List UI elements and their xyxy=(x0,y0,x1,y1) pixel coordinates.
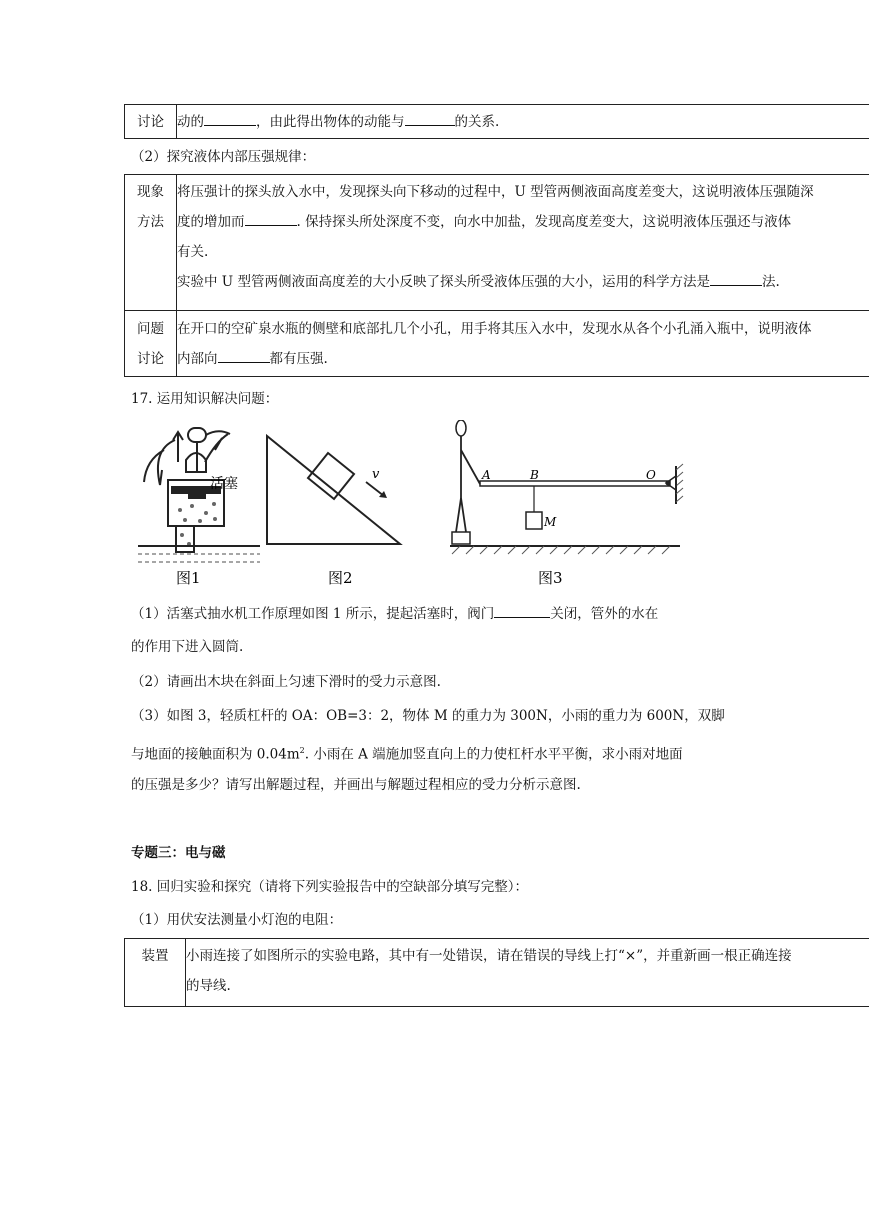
table2-row1-label: 现象 方法 xyxy=(125,175,177,311)
part2-heading: （2）探究液体内部压强规律： xyxy=(131,149,316,165)
report-table-3 xyxy=(124,938,869,1007)
q17-part3: （3）如图 3，轻质杠杆的 OA：OB=3：2，物体 M 的重力为 300N，小雨的重力为 600N，双脚 xyxy=(131,708,725,724)
table2-row2-text: 在开口的空矿泉水瓶的侧壁和底部扎几个小孔，用手将其压入水中，发现水从各个小孔涌入瓶中，说明液体 内部向 都有压强. xyxy=(177,311,869,377)
report-table-1 xyxy=(124,104,869,139)
fig3-label-a: A xyxy=(482,468,491,482)
figures-q17 xyxy=(130,420,690,590)
fill-blank xyxy=(405,111,455,126)
q17-title: 17. 运用知识解决问题： xyxy=(131,391,279,407)
q17-part3-cont: 与地面的接触面积为 $0.04m^2$. 小雨在 A 端施加竖直向上的力使杠杆水平平衡，求小雨对地面 xyxy=(131,746,683,763)
fig1-piston-label: 活塞 xyxy=(210,476,238,492)
table1-text: 动的 ，由此得出物体的动能与 的关系. xyxy=(177,105,869,139)
table3-text: 小雨连接了如图所示的实验电路，其中有一处错误，请在错误的导线上打“×”，并重新画一根正确连接 的导线. xyxy=(186,939,869,1007)
q17-part3-cont2: 的压强是多少？请写出解题过程，并画出与解题过程相应的受力分析示意图. xyxy=(131,777,581,793)
mass-m xyxy=(526,512,542,529)
table3-label: 装置 xyxy=(125,939,186,1007)
q18-part1: （1）用伏安法测量小灯泡的电阻： xyxy=(131,912,343,928)
figure1-pump xyxy=(138,428,260,587)
topic3-heading: 专题三：电与磁 xyxy=(131,845,226,861)
fig3-label-o: O xyxy=(646,468,656,482)
table1-label: 讨论 xyxy=(125,105,177,139)
q17-part1-cont: 的作用下进入圆筒. xyxy=(131,639,244,655)
q18-title: 18. 回归实验和探究（请将下列实验报告中的空缺部分填写完整）： xyxy=(131,879,529,895)
fill-blank xyxy=(218,348,270,363)
table2-row1-text: 将压强计的探头放入水中，发现探头向下移动的过程中，U 型管两侧液面高度差变大，这说明液体压强随深 度的增加而 . 保持探头所处深度不变，向水中加盐，发现高度差变大，这说明液体压强还与液体 有关. 实验中 U 型管两侧液面高度差的大小反映了探头所受液体压强的大小，运用的科学方法是 法. xyxy=(177,175,869,311)
fig3-label-b: B xyxy=(530,468,539,482)
q17-part2: （2）请画出木块在斜面上匀速下滑时的受力示意图. xyxy=(131,674,441,690)
figure2-incline xyxy=(267,436,400,587)
fill-blank xyxy=(245,211,297,226)
fig3-label-m: M xyxy=(544,515,557,529)
fig1-caption: 图1 xyxy=(176,569,201,587)
fill-blank xyxy=(494,603,550,618)
table2-row2-label: 问题 讨论 xyxy=(125,311,177,377)
figure3-lever xyxy=(450,420,683,587)
fill-blank xyxy=(710,271,762,286)
lever-bar xyxy=(480,481,670,486)
fig3-caption: 图3 xyxy=(538,569,563,587)
fig2-caption: 图2 xyxy=(328,569,353,587)
q17-part1: （1）活塞式抽水机工作原理如图 1 所示，提起活塞时，阀门 关闭，管外的水在 xyxy=(131,603,658,624)
fill-blank xyxy=(204,111,256,126)
report-table-2 xyxy=(124,174,869,377)
fig2-velocity-label: v xyxy=(372,467,380,482)
